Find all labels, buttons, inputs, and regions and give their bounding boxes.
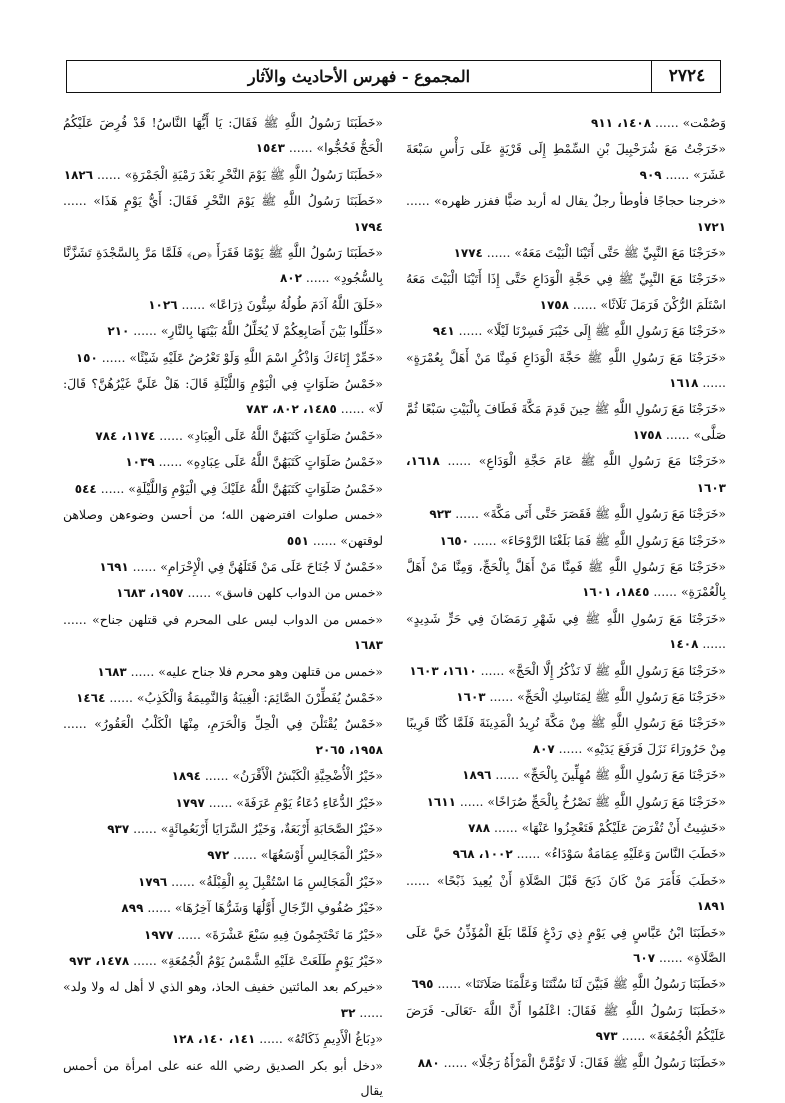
hadith-text: «خَرَجْنَا مَعَ رَسُولِ اللَّهِ ﷺ إِلَى خَيْبَرَ فَسِرْنَا لَيْلًا»: [486, 323, 726, 339]
index-entry: [63, 318, 383, 344]
leader-dots: ......: [355, 1004, 383, 1020]
index-entry: [63, 371, 383, 423]
leader-dots: ......: [154, 454, 187, 470]
page-references: ٧٨٨: [468, 820, 491, 835]
hadith-text: «خَيْرُ الْمَجَالِسِ مَا اسْتُقْبِلَ بِهِ الْقِبْلَةُ»: [198, 873, 383, 889]
index-entry: [63, 476, 383, 502]
hadith-text: «خَرَجْنَا مَعَ رَسُولِ اللَّهِ ﷺ حِينَ قَدِمَ مَكَّةَ فَطَافَ بِالْبَيْتِ سَبْعًا ثُمَّ صَلَّى»: [406, 401, 726, 442]
page-references: ١٧٥٨: [539, 297, 569, 312]
leader-dots: ......: [468, 532, 501, 548]
leader-dots: ......: [485, 688, 518, 704]
hadith-text: «خَرَجْتُ مَعَ شُرَحْبِيلَ بْنِ السِّمْطِ إِلَى قَرْيَةٍ عَلَى رَأْسِ سَبْعَةَ عَشَرَ»: [406, 141, 726, 182]
index-entry: [63, 685, 383, 711]
leader-dots: ......: [63, 611, 93, 627]
page-references: ٣٢: [340, 1005, 356, 1020]
page-references: ١٦٥٠: [439, 533, 469, 548]
leader-dots: ......: [128, 558, 161, 574]
index-entry: [406, 1050, 726, 1076]
page-references: ١٠٠٢، ٩٦٨: [452, 847, 513, 862]
hadith-text: «خَرَجْنَا مَعَ رَسُولِ اللَّهِ ﷺ مِنْ مَكَّةَ نُرِيدُ الْمَدِينَةَ فَلَمَّا كُنَّا قَرِيبًا مِنْ حَرُورَاءَ نَزَلَ فَرَفَعَ يَدَيْهِ»: [406, 715, 726, 756]
index-entry: [406, 266, 726, 318]
leader-dots: ......: [143, 900, 175, 916]
hadith-text: «خيركم بعد المائتين خفيف الحاذ، وهو الذي لا أهل له ولا ولد»: [63, 979, 383, 995]
leader-dots: ......: [229, 847, 261, 863]
hadith-text: «خَمْسُ صَلَوَاتٍ كَتَبَهُنَّ اللَّهُ عَلَى عِبَادِهِ»: [186, 454, 383, 470]
index-entry: [406, 345, 726, 397]
page-number: ٢٧٢٤: [668, 66, 706, 86]
page-title: المجموع - فهرس الأحاديث والآثار: [247, 67, 471, 86]
page-references: ١٦٠٣: [456, 689, 486, 704]
hadith-text: «خَرَجْنَا مَعَ رَسُولِ اللَّهِ ﷺ حَجَّةَ الْوَدَاعِ فَمِنَّا مَنْ أَهَلَّ بِعُمْرَةٍ»: [406, 349, 726, 365]
leader-dots: ......: [93, 166, 125, 182]
index-entry: [63, 1026, 383, 1052]
index-entry: [406, 868, 726, 920]
index-entry: [406, 501, 726, 527]
hadith-text: «خمس صلوات افترضهن الله؛ من أحسن وضوءهن وصلاهن لوقتهن»: [63, 507, 383, 548]
index-entry: [63, 423, 383, 449]
page-references: ٩٧٢: [207, 848, 230, 863]
hadith-text: «دخل أبو بكر الصديق رضي الله عنه على امرأة من أحمس يقال: [63, 1057, 383, 1099]
leader-dots: ......: [129, 953, 161, 968]
hadith-text: «خَمْسٌ لَا جُنَاحَ عَلَى مَنْ قَتَلَهُنَّ فِي الْإِحْرَامِ»: [160, 558, 383, 574]
hadith-text: «خَطَبَنَا رَسُولُ اللَّهِ ﷺ يَوْمَ النَّحْرِ بَعْدَ رَمْيَةِ الْجَمْرَةِ»: [124, 166, 383, 182]
index-entry: [406, 606, 726, 658]
hadith-text: «خَطَبَ النَّاسَ وَعَلَيْهِ عِمَامَةٌ سَوْدَاءُ»: [544, 846, 726, 862]
leader-dots: ......: [63, 193, 94, 209]
index-entry: [406, 710, 726, 762]
leader-dots: ......: [617, 1028, 650, 1044]
hadith-text: «خَطَبَنَا ابْنُ عَبَّاسٍ فِي يَوْمٍ ذِي رَدْغٍ فَلَمَّا بَلَغَ الْمُؤَذِّنُ حَيَّ عَلَى الصَّلَاةِ»: [406, 924, 726, 965]
hadith-text: «خَيْرُ صُفُوفِ الرِّجَالِ أَوَّلُهَا وَشَرُّهَا آخِرُهَا»: [174, 900, 383, 916]
hadith-text: «خَمْسُ صَلَوَاتٍ كَتَبَهُنَّ اللَّهُ عَلَى الْعِبَادِ»: [186, 427, 383, 443]
leader-dots: ......: [129, 820, 161, 836]
index-entry: [63, 554, 383, 580]
hadith-text: «خَمْسٌ يُقْتَلْنَ فِي الْحِلِّ وَالْحَرَمِ، مِنْهَا الْكَلْبُ الْعَقُورُ»: [94, 716, 383, 732]
leader-dots: ......: [661, 426, 694, 442]
leader-dots: ......: [177, 296, 210, 312]
index-entry: [406, 528, 726, 554]
hadith-text: «خَرَجْنَا مَعَ رَسُولِ اللَّهِ ﷺ مُهِلِّينَ بِالْحَجِّ»: [522, 767, 726, 783]
page-references: ٩٢٣: [429, 507, 452, 522]
hadith-text: «خَرَجْنَا مَعَ رَسُولِ اللَّهِ ﷺ لِمَنَاسِكِ الْحَجِّ»: [517, 688, 726, 704]
leader-dots: ......: [451, 506, 483, 522]
index-entry: [406, 188, 726, 240]
leader-dots: ......: [661, 166, 694, 182]
hadith-text: «خَطَبَنَا رَسُولُ اللَّهِ ﷺ فَقَالَ: اعْلَمُوا أَنَّ اللَّهَ -تَعَالَى- فَرَضَ عَلَيْكُمُ الْجُمُعَةَ»: [406, 1002, 726, 1044]
index-entry: [406, 920, 726, 972]
hadith-text: «خَشِيتُ أَنْ تُفْرَضَ عَلَيْكُمْ فَتَعْجِزُوا عَنْهَا»: [521, 819, 726, 835]
hadith-text: وَصُمْت»: [682, 115, 726, 130]
page-references: ٨٨٠: [417, 1055, 440, 1070]
index-column-left: [63, 110, 383, 1099]
hadith-text: «خَطَبَنَا رَسُولُ اللَّهِ ﷺ فَقَالَ: يَا أَيُّهَا النَّاسُ! قَدْ فُرِضَ عَلَيْكُمُ الْحَجُّ فَحُجُّوا»: [63, 115, 383, 156]
hadith-text: «خَرَجْنَا مَعَ رَسُولِ اللَّهِ ﷺ عَامَ حَجَّةِ الْوَدَاعِ»: [478, 453, 726, 469]
hadith-text: «خَطَبَنَا رَسُولُ اللَّهِ ﷺ يَوْمَ النَّحْرِ فَقَالَ: أَيُّ يَوْمٍ هَذَا»: [93, 193, 383, 209]
page-references: ١٦١١: [426, 794, 456, 809]
leader-dots: ......: [651, 115, 683, 130]
leader-dots: ......: [439, 453, 479, 469]
page-references: ١٩٥٧، ١٦٨٣: [116, 586, 184, 601]
index-entry: [63, 842, 383, 868]
index-entry: [63, 292, 383, 318]
page-references: ١٠٣٩: [125, 455, 155, 470]
hadith-text: «خمس من الدواب كلهن فاسق»: [215, 585, 383, 601]
page-references: ١٧٧٤: [453, 246, 483, 261]
page-references: ١٥٠: [75, 350, 98, 365]
page-references: ١٤٧٨، ٩٧٣: [69, 954, 130, 968]
hadith-text: «خَمْسٌ يُفَطِّرْنَ الصَّائِمَ: الْغِيبَةُ وَالنَّمِيمَةُ وَالْكَذِبُ»: [136, 689, 383, 705]
leader-dots: ......: [284, 140, 317, 156]
index-entry: [63, 502, 383, 554]
page-references: ٨٩٩: [121, 901, 144, 916]
page-references: ١٦٩١: [99, 559, 129, 574]
page-references: ١٨٩١: [696, 899, 726, 914]
hadith-text: «خَيْرُ الدُّعَاءِ دُعَاءُ يَوْمِ عَرَفَةَ»: [236, 794, 383, 810]
leader-dots: ......: [406, 872, 437, 888]
index-entry: [63, 711, 383, 763]
leader-dots: ......: [129, 323, 161, 339]
page-references: ١٨٩٤: [171, 769, 201, 784]
leader-dots: ......: [167, 873, 199, 889]
page-references: ٨٠٧: [532, 741, 555, 756]
page-references: ١٧٩٧: [175, 795, 205, 810]
leader-dots: ......: [155, 427, 187, 443]
leader-dots: ......: [63, 716, 95, 732]
leader-dots: ......: [204, 794, 237, 810]
index-entry: [63, 240, 383, 292]
hadith-text: «خَيْرُ الصَّحَابَةِ أَرْبَعَةٌ، وَخَيْرُ السَّرَايَا أَرْبَعُمِائَةٍ»: [160, 820, 383, 836]
index-entry: [406, 998, 726, 1050]
index-entry: [63, 659, 383, 685]
leader-dots: ......: [454, 323, 487, 339]
leader-dots: ......: [105, 689, 137, 705]
index-entry: [63, 162, 383, 188]
index-entry: [406, 971, 726, 997]
index-entry: [63, 607, 383, 659]
leader-dots: ......: [649, 584, 681, 600]
leader-dots: ......: [476, 662, 509, 678]
page-references: ١٦١٨، ١٦٠٣: [406, 454, 726, 495]
index-entry: [63, 110, 383, 162]
index-entry: [63, 449, 383, 475]
leader-dots: ......: [301, 270, 334, 286]
index-entry: [406, 658, 726, 684]
index-entry: [63, 816, 383, 842]
hadith-text: «دِبَاغُ الْأَدِيمِ ذَكَاتُهُ»: [286, 1031, 383, 1047]
leader-dots: ......: [406, 193, 435, 209]
index-entry: [406, 110, 726, 136]
index-entry: [406, 318, 726, 344]
page-references: ١٥٤٣: [255, 141, 285, 156]
page-references: ١٤١، ١٤٠، ١٢٨: [171, 1032, 256, 1047]
leader-dots: ......: [698, 636, 726, 652]
page-references: ٨٠٢: [279, 271, 302, 286]
hadith-text: «خَرَجْنَا مَعَ رَسُولِ اللَّهِ ﷺ فِي شَهْرِ رَمَضَانَ فِي حَرٍّ شَدِيدٍ»: [406, 610, 726, 626]
hadith-text: «خَمْسُ صَلَوَاتٍ فِي الْيَوْمِ وَاللَّيْلَةِ قَالَ: هَلْ عَلَيَّ غَيْرُهُنَّ؟ قَالَ: لَا»: [63, 376, 383, 417]
hadith-text: «خَلَقَ اللَّهُ آدَمَ طُولُهُ سِتُّونَ ذِرَاعًا»: [209, 296, 383, 312]
leader-dots: ......: [512, 846, 545, 862]
hadith-text: «خَرَجْنَا مَعَ رَسُولِ اللَّهِ ﷺ نَصْرُخُ بِالْحَجِّ صُرَاخًا»: [487, 793, 726, 809]
page-references: ١٤٠٨، ٩١١: [591, 116, 652, 130]
page-references: ١٩٥٨، ٢٠٦٥: [315, 742, 383, 757]
page-references: ٥٥١: [286, 533, 309, 548]
index-entry: [63, 188, 383, 240]
index-entry: [406, 841, 726, 867]
hadith-text: «خَطَبَ فَأَمَرَ مَنْ كَانَ ذَبَحَ قَبْلَ الصَّلَاةِ أَنْ يُعِيدَ ذَبْحًا»: [436, 872, 726, 888]
leader-dots: ......: [97, 349, 130, 365]
index-entry: [406, 815, 726, 841]
page-references: ٩٣٧: [107, 821, 130, 836]
page-references: ١١٧٤، ٧٨٤: [95, 428, 156, 443]
hadith-text: «خَطَبَنَا رَسُولُ اللَّهِ ﷺ فَقَالَ: لَا تَؤُمَّنَّ الْمَرْأَةُ رَجُلًا»: [471, 1054, 726, 1070]
page-references: ١٩٧٧: [144, 927, 174, 942]
index-entry: [63, 345, 383, 371]
index-column-right: [406, 110, 726, 1090]
index-entry: [406, 136, 726, 188]
hadith-text: «خَطَبَنَا رَسُولُ اللَّهِ ﷺ يَوْمًا فَقَرَأَ ﴿ص﴾ فَلَمَّا مَرَّ بِالسَّجْدَةِ تَشَزَّنَّا بِالسُّجُودِ»: [63, 245, 383, 286]
page-references: ١٠٢٦: [148, 297, 178, 312]
index-entry: [63, 948, 383, 974]
leader-dots: ......: [126, 663, 159, 679]
index-entry: [63, 790, 383, 816]
header-divider: [651, 61, 652, 92]
index-entry: [406, 684, 726, 710]
index-entry: [406, 396, 726, 448]
leader-dots: ......: [255, 1031, 287, 1047]
index-entry: [63, 763, 383, 789]
page-references: ١٤٨٥، ٨٠٢، ٧٨٣: [246, 402, 337, 417]
hadith-text: «خمس من الدواب ليس على المحرم في قتلهن جناح»: [92, 611, 383, 627]
leader-dots: ......: [491, 767, 523, 783]
leader-dots: ......: [455, 793, 488, 809]
page-references: ١٧٩٦: [137, 874, 168, 889]
page-references: ٦٠٧: [633, 951, 656, 965]
hadith-text: «خَمِّرْ إِنَاءَكَ وَاذْكُرِ اسْمَ اللَّهِ وَلَوْ تَعْرُضُ عَلَيْهِ شَيْئًا»: [129, 349, 383, 365]
leader-dots: ......: [698, 375, 726, 391]
page-references: ٦٩٥: [411, 977, 434, 992]
page-references: ١٨٢٦: [63, 167, 94, 182]
leader-dots: ......: [183, 585, 216, 601]
page-references: ٢١٠: [107, 324, 130, 339]
page-header: [66, 60, 721, 93]
index-entry: [63, 974, 383, 1026]
hadith-text: «خَيْرُ الْأُضْحِيَّةِ الْكَبْشُ الْأَقْرَنُ»: [232, 768, 383, 784]
hadith-text: «خَرَجْنَا مَعَ النَّبِيِّ ﷺ فِي حَجَّةِ الْوَدَاعِ حَتَّى إِذَا أَتَيْنَا الْبَيْتَ مَعَهُ اسْتَلَمَ الرُّكْنَ فَرَمَلَ ثَلَاثًا»: [406, 271, 726, 312]
leader-dots: ......: [433, 976, 466, 992]
leader-dots: ......: [173, 926, 205, 942]
page-references: ٩٧٣: [595, 1029, 618, 1044]
page-references: ١٤٠٨: [669, 637, 699, 652]
index-entry: [406, 789, 726, 815]
page-references: ١٦١٨: [669, 376, 699, 391]
leader-dots: ......: [568, 296, 601, 312]
page-references: ١٧٥٨: [632, 427, 662, 442]
page-references: ١٨٤٥، ١٦٠١: [582, 585, 650, 600]
page-references: ١٦٨٣: [353, 638, 383, 653]
index-entry: [63, 580, 383, 606]
index-entry: [63, 895, 383, 921]
index-entry: [63, 922, 383, 948]
page-references: ١٦٨٣: [97, 664, 127, 679]
leader-dots: ......: [490, 819, 522, 835]
hadith-text: «خَرَجْنَا مَعَ رَسُولِ اللَّهِ ﷺ لَا نَذْكُرُ إِلَّا الْحَجَّ»: [508, 662, 726, 678]
leader-dots: ......: [439, 1054, 472, 1070]
page-references: ٩٠٩: [639, 167, 662, 182]
hadith-text: «خَرَجْنَا مَعَ رَسُولِ اللَّهِ ﷺ فَمِنَّا مَنْ أَهَلَّ بِالْحَجِّ، وَمِنَّا مَنْ أَهَلَّ بِالْعُمْرَةِ»: [406, 558, 726, 600]
leader-dots: ......: [655, 950, 687, 965]
hadith-text: «خَيْرُ يَوْمٍ طَلَعَتْ عَلَيْهِ الشَّمْسُ يَوْمُ الْجُمُعَةِ»: [160, 953, 383, 968]
page-references: ١٦١٠، ١٦٠٣: [409, 663, 477, 678]
hadith-text: «خمس من قتلهن وهو محرم فلا جناح عليه»: [158, 663, 383, 679]
index-entry: [63, 869, 383, 895]
page-references: ١٧٢١: [696, 219, 726, 234]
leader-dots: ......: [336, 401, 369, 417]
leader-dots: ......: [308, 532, 341, 548]
leader-dots: ......: [96, 480, 129, 496]
leader-dots: ......: [554, 740, 587, 756]
page-references: ١٧٩٤: [353, 219, 383, 234]
page-references: ١٨٩٦: [462, 768, 492, 783]
index-entry: [63, 1053, 383, 1103]
index-entry: [406, 762, 726, 788]
leader-dots: ......: [200, 768, 233, 784]
hadith-text: «خَرَجْنَا مَعَ رَسُولِ اللَّهِ ﷺ فَمَا بَلَغْنَا الرَّوْحَاءَ»: [500, 532, 726, 548]
page-references: ١٤٦٤: [76, 690, 106, 705]
hadith-text: «خَطَبَنَا رَسُولُ اللَّهِ ﷺ فَبَيَّنَ لَنَا سُنَّتَنَا وَعَلَّمَنَا صَلَاتَنَا»: [465, 976, 726, 992]
leader-dots: ......: [482, 245, 515, 261]
hadith-text: «خَلِّلُوا بَيْنَ أَصَابِعِكُمْ لَا يُخَلِّلُ اللَّهُ بَيْنَهَا بِالنَّارِ»: [160, 323, 383, 339]
index-entry: [406, 448, 726, 501]
hadith-text: «خَرَجْنَا مَعَ النَّبِيِّ ﷺ حَتَّى أَتَيْنَا الْبَيْتَ مَعَهُ»: [514, 245, 726, 261]
index-entry: [406, 240, 726, 266]
page-references: ٥٤٤: [74, 481, 97, 496]
index-entry: [406, 554, 726, 606]
hadith-text: «خرجنا حجاجًا فأوطأ رجلٌ يقال له أربد ضبًّا ففزر ظهره»: [434, 193, 726, 209]
hadith-text: «خَيْرُ الْمَجَالِسِ أَوْسَعُهَا»: [260, 847, 383, 863]
hadith-text: «خَيْرُ مَا تَحْتَجِمُونَ فِيهِ سَبْعَ عَشْرَةَ»: [204, 926, 383, 942]
hadith-text: «خَمْسُ صَلَوَاتٍ كَتَبَهُنَّ اللَّهُ عَلَيْكَ فِي الْيَوْمِ وَاللَّيْلَةِ»: [128, 480, 383, 496]
hadith-text: «خَرَجْنَا مَعَ رَسُولِ اللَّهِ ﷺ فَقَصَرَ حَتَّى أَتَى مَكَّةَ»: [482, 506, 726, 522]
page-references: ٩٤١: [432, 324, 455, 339]
